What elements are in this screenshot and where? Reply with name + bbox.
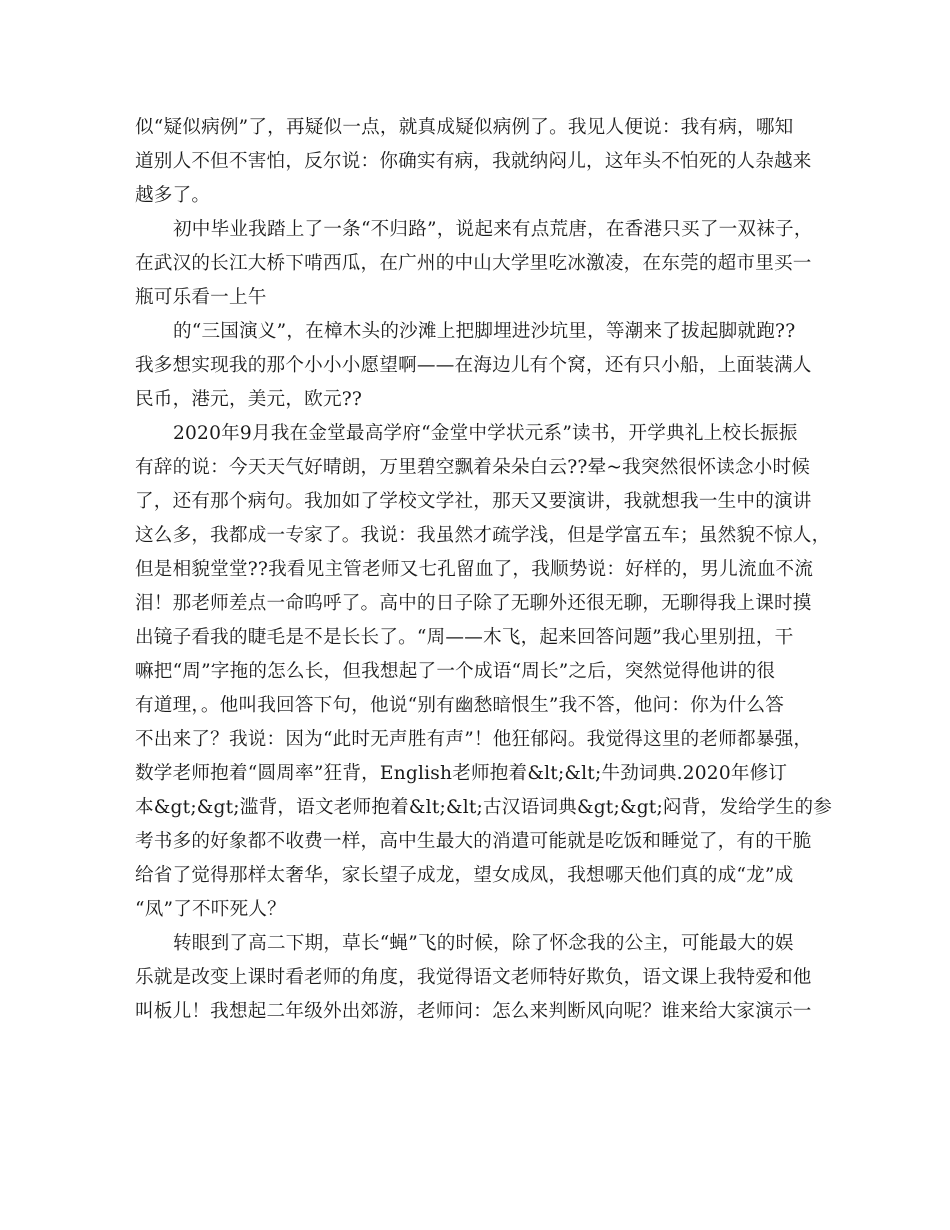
text-line: 有道理，。他叫我回答下句，他说“别有幽愁暗恨生”我不答，他问：你为什么答 (135, 695, 785, 716)
text-line: 瓶可乐看一上午 (135, 287, 267, 308)
text-line: 出镜子看我的睫毛是不是长长了。“周——木飞，起来回答问题”我心里别扭，干 (135, 627, 794, 648)
text-line: 转眼到了高二下期，草长“蝇”飞的时候，除了怀念我的公主，可能最大的娱 (173, 933, 794, 954)
text-line: 不出来了？我说：因为“此时无声胜有声”！他狂郁闷。我觉得这里的老师都暴强， (135, 729, 813, 750)
text-line: 道别人不但不害怕，反尔说：你确实有病，我就纳闷儿，这年头不怕死的人杂越来 (135, 151, 812, 172)
text-line: 给省了觉得那样太奢华，家长望子成龙，望女成凤，我想哪天他们真的成“龙”成 (135, 865, 794, 886)
text-line: 嘛把“周”字拖的怎么长，但我想起了一个成语“周长”之后，突然觉得他讲的很 (135, 661, 776, 682)
text-line: 有辞的说：今天天气好晴朗，万里碧空飘着朵朵白云??晕~我突然很怀读念小时候 (135, 457, 811, 478)
document-body (135, 111, 833, 1029)
paragraph (135, 213, 815, 315)
text-line: 了，还有那个病句。我加如了学校文学社，那天又要演讲，我就想我一生中的演讲 (135, 491, 812, 512)
text-line: 考书多的好象都不收费一样，高中生最大的消遣可能就是吃饭和睡觉了，有的干脆 (135, 831, 812, 852)
text-line: 这么多，我都成一专家了。我说：我虽然才疏学浅，但是学富五车；虽然貌不惊人， (135, 525, 831, 546)
paragraph (135, 417, 833, 927)
text-line: 在武汉的长江大桥下啃西瓜，在广州的中山大学里吃冰激凌，在东莞的超市里买一 (135, 253, 812, 274)
text-line: 初中毕业我踏上了一条“不归路”，说起来有点荒唐，在香港只买了一双袜子， (173, 219, 813, 240)
paragraph (135, 927, 815, 1029)
text-line: 乐就是改变上课时看老师的角度，我觉得语文老师特好欺负，语文课上我特爱和他 (135, 967, 812, 988)
text-line: “凤”了不吓死人？ (135, 899, 286, 920)
text-line: 的“三国演义”，在樟木头的沙滩上把脚埋进沙坑里，等潮来了拔起脚就跑?? (173, 321, 796, 342)
text-line: 民币，港元，美元，欧元?? (135, 389, 363, 410)
paragraph (135, 111, 815, 213)
text-line: 2020年9月我在金堂最高学府“金堂中学状元系”读书，开学典礼上校长振振 (173, 423, 798, 444)
text-line: 本&gt;&gt;滥背，语文老师抱着&lt;&lt;古汉语词典&gt;&gt;闷背，发给学生的参 (135, 797, 833, 818)
text-line: 我多想实现我的那个小小小愿望啊——在海边儿有个窝，还有只小船，上面装满人 (135, 355, 812, 376)
text-line: 叫板儿！我想起二年级外出郊游，老师问：怎么来判断风向呢？谁来给大家演示一 (135, 1001, 812, 1022)
text-line: 似“疑似病例”了，再疑似一点，就真成疑似病例了。我见人便说：我有病，哪知 (135, 117, 794, 138)
text-line: 越多了。 (135, 185, 211, 206)
text-line: 但是相貌堂堂??我看见主管老师又七孔留血了，我顺势说：好样的，男儿流血不流 (135, 559, 814, 580)
text-line: 数学老师抱着“圆周率”狂背，English老师抱着&lt;&lt;牛劲词典.2020年修订 (135, 763, 788, 784)
paragraph (135, 315, 815, 417)
text-line: 泪！那老师差点一命呜呼了。高中的日子除了无聊外还很无聊，无聊得我上课时摸 (135, 593, 812, 614)
